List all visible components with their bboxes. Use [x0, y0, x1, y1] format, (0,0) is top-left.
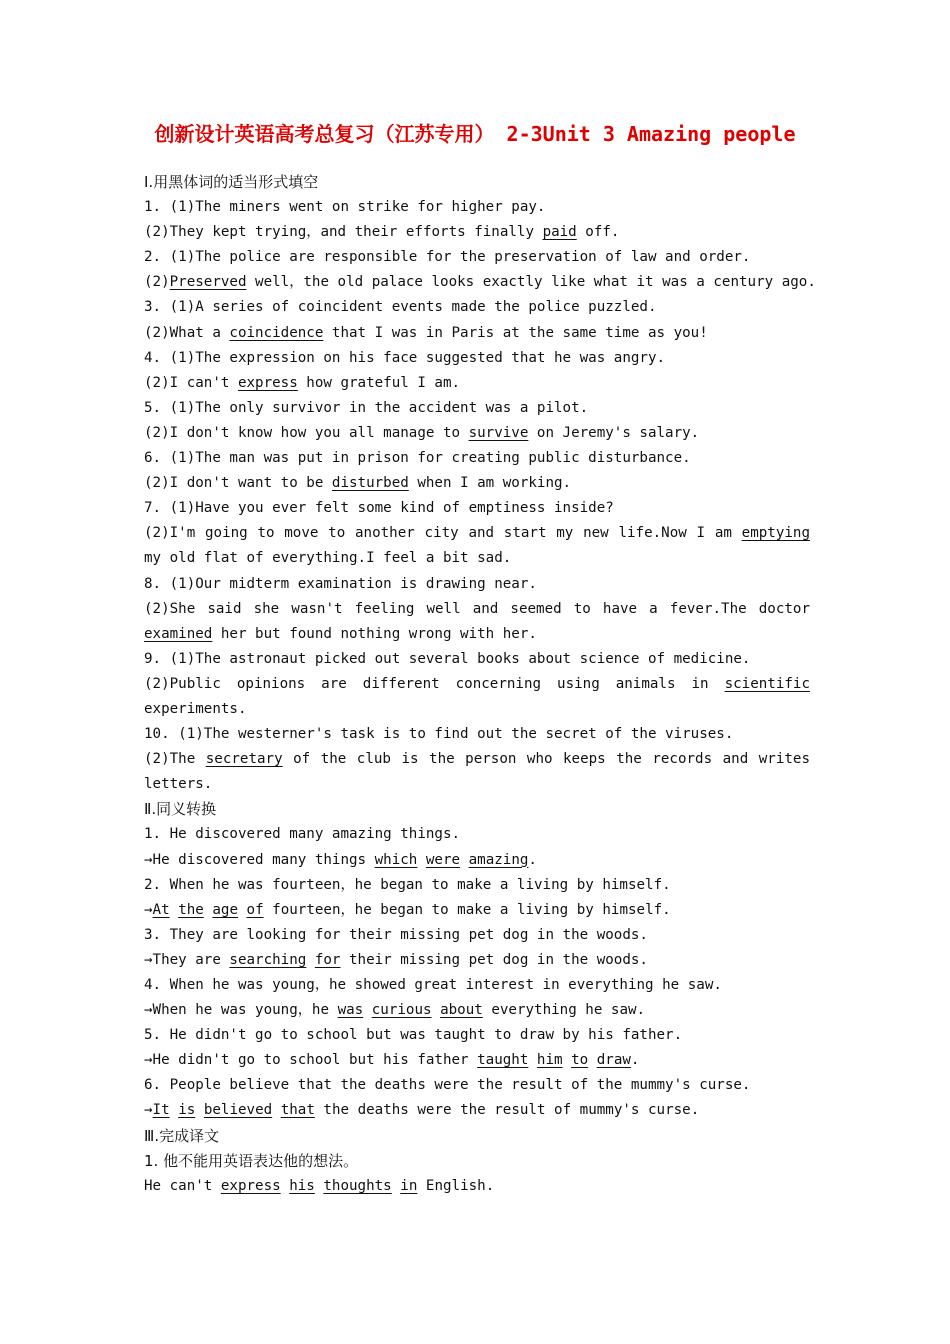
translation-sentence: [144, 1174, 810, 1199]
rewritten-sentence: [144, 948, 810, 973]
answer-word: that: [280, 1102, 315, 1119]
answer-sentence: [144, 597, 810, 647]
answer-word: scientific: [724, 675, 810, 692]
sentence-text: →He discovered many things: [144, 851, 375, 868]
exercise-sentence: 7. (1)Have you ever felt some kind of emptiness inside?: [144, 500, 614, 517]
answer-word: It: [152, 1102, 170, 1119]
answer-word: was: [337, 1002, 364, 1019]
original-sentence: 1. He discovered many amazing things.: [144, 826, 461, 843]
answer-word: about: [440, 1002, 483, 1019]
answer-sentence: [144, 672, 810, 722]
sentence-text: (2)I don't know how you all manage to: [144, 424, 469, 441]
sentence-text: everything he saw.: [482, 1002, 646, 1019]
sentence-text: when I am working.: [408, 475, 572, 492]
answer-word: At: [152, 901, 170, 918]
sentence-text: on Jeremy's salary.: [528, 424, 700, 441]
sentence-text: →: [144, 901, 153, 918]
sentence-text: →They are: [144, 951, 230, 968]
sentence-text: fourteen，he began to make a living by himself.: [263, 901, 671, 918]
answer-word: emptying: [741, 525, 810, 542]
rewritten-sentence: [144, 1098, 810, 1123]
answer-word: paid: [542, 224, 577, 241]
answer-word: the: [178, 901, 204, 918]
sentence-text: (2)They kept trying，and their efforts finally: [144, 224, 543, 241]
sentence-text: the deaths were the result of mummy's curse.: [314, 1102, 700, 1119]
sentence-text: (2)The: [144, 751, 206, 768]
answer-sentence: [144, 321, 810, 346]
document-title: 创新设计英语高考总复习（江苏专用） 2-3Unit 3 Amazing people: [154, 122, 796, 146]
sentence-text: my old flat of everything.I feel a bit sad.: [144, 550, 512, 567]
answer-word: draw: [596, 1052, 631, 1069]
answer-word: Preserved: [169, 274, 247, 291]
sentence-text: of the club is the person who keeps the records and writes letters.: [144, 751, 810, 793]
answer-word: for: [314, 951, 341, 968]
answer-sentence: [144, 270, 816, 295]
answer-word: survive: [468, 424, 529, 441]
answer-word: his: [289, 1177, 315, 1194]
exercise-sentence: 5. (1)The only survivor in the accident was a pilot.: [144, 399, 589, 416]
original-sentence: 5. He didn't go to school but was taught to draw by his father.: [144, 1027, 683, 1044]
answer-sentence: [144, 371, 810, 396]
sentence-text: (2): [144, 274, 170, 291]
sentence-text: (2)Public opinions are different concerning using animals in: [144, 675, 725, 692]
section-heading: Ⅲ.完成译文: [144, 1126, 220, 1145]
exercise-sentence: 6. (1)The man was put in prison for creating public disturbance.: [144, 450, 691, 467]
original-sentence: 4. When he was young，he showed great interest in everything he saw.: [144, 977, 722, 993]
answer-sentence: [144, 747, 810, 797]
answer-word: express: [220, 1177, 281, 1194]
rewritten-sentence: [144, 848, 810, 873]
sentence-text: (2)She said she wasn't feeling well and seemed to have a fever.The doctor: [144, 600, 810, 617]
exercise-sentence: 8. (1)Our midterm examination is drawing near.: [144, 575, 537, 592]
answer-word: express: [237, 374, 298, 391]
sentence-text: that I was in Paris at the same time as you!: [323, 324, 708, 341]
answer-word: disturbed: [331, 475, 409, 492]
answer-word: were: [425, 851, 461, 868]
sentence-text: (2)What a: [144, 324, 230, 341]
rewritten-sentence: [144, 898, 810, 923]
rewritten-sentence: [144, 998, 810, 1023]
sentence-text: (2)I can't: [144, 374, 238, 391]
answer-word: secretary: [205, 751, 283, 768]
answer-word: which: [374, 851, 418, 868]
original-sentence: 2. When he was fourteen，he began to make a living by himself.: [144, 876, 671, 893]
answer-word: searching: [229, 951, 307, 968]
answer-word: taught: [477, 1052, 529, 1069]
exercise-sentence: 4. (1)The expression on his face suggested that he was angry.: [144, 349, 666, 366]
answer-word: amazing: [468, 851, 529, 868]
answer-word: of: [246, 901, 264, 918]
exercise-sentence: 2. (1)The police are responsible for the preservation of law and order.: [144, 249, 751, 266]
answer-sentence: [144, 220, 810, 245]
answer-word: age: [212, 901, 238, 918]
answer-sentence: [144, 421, 810, 446]
sentence-text: off.: [576, 224, 620, 241]
answer-word: curious: [371, 1002, 432, 1019]
sentence-text: English.: [417, 1177, 495, 1194]
answer-word: to: [571, 1052, 589, 1069]
original-sentence: 3. They are looking for their missing pet dog in the woods.: [144, 926, 648, 943]
section-heading: Ⅰ.用黑体词的适当形式填空: [144, 173, 319, 191]
original-sentence: 6. People believe that the deaths were the result of the mummy's curse.: [144, 1077, 751, 1094]
sentence-text: →: [144, 1102, 153, 1119]
chinese-sentence: 1. 他不能用英语表达他的想法。: [144, 1151, 359, 1170]
answer-word: believed: [203, 1102, 273, 1119]
sentence-text: .: [630, 1052, 640, 1069]
section-heading: Ⅱ.同义转换: [144, 800, 217, 819]
sentence-text: well，the old palace looks exactly like what it was a century ago.: [246, 274, 816, 291]
answer-word: coincidence: [229, 324, 324, 341]
sentence-text: her but found nothing wrong with her.: [212, 625, 537, 642]
sentence-text: (2)I don't want to be: [144, 475, 332, 492]
sentence-text: experiments.: [144, 700, 247, 717]
exercise-sentence: 3. (1)A series of coincident events made the police puzzled.: [144, 299, 657, 316]
answer-word: is: [178, 1102, 196, 1119]
exercise-sentence: 9. (1)The astronaut picked out several books about science of medicine.: [144, 650, 751, 667]
sentence-text: how grateful I am.: [297, 374, 461, 391]
sentence-text: He can't: [144, 1177, 221, 1194]
document-body: [144, 170, 816, 1199]
answer-sentence: [144, 521, 810, 571]
sentence-text: their missing pet dog in the woods.: [340, 951, 648, 968]
rewritten-sentence: [144, 1048, 810, 1073]
sentence-text: (2)I'm going to move to another city and start my new life.Now I am: [144, 525, 742, 542]
sentence-text: →He didn't go to school but his father: [144, 1052, 478, 1069]
sentence-text: →When he was young，he: [144, 1002, 338, 1019]
exercise-sentence: 1. (1)The miners went on strike for higher pay.: [144, 199, 546, 216]
answer-word: examined: [144, 625, 213, 642]
answer-sentence: [144, 471, 810, 496]
sentence-text: .: [528, 851, 537, 868]
answer-word: thoughts: [323, 1177, 392, 1194]
answer-word: in: [400, 1177, 418, 1194]
exercise-sentence: 10. (1)The westerner's task is to find out the secret of the viruses.: [144, 726, 734, 743]
answer-word: him: [536, 1052, 563, 1069]
